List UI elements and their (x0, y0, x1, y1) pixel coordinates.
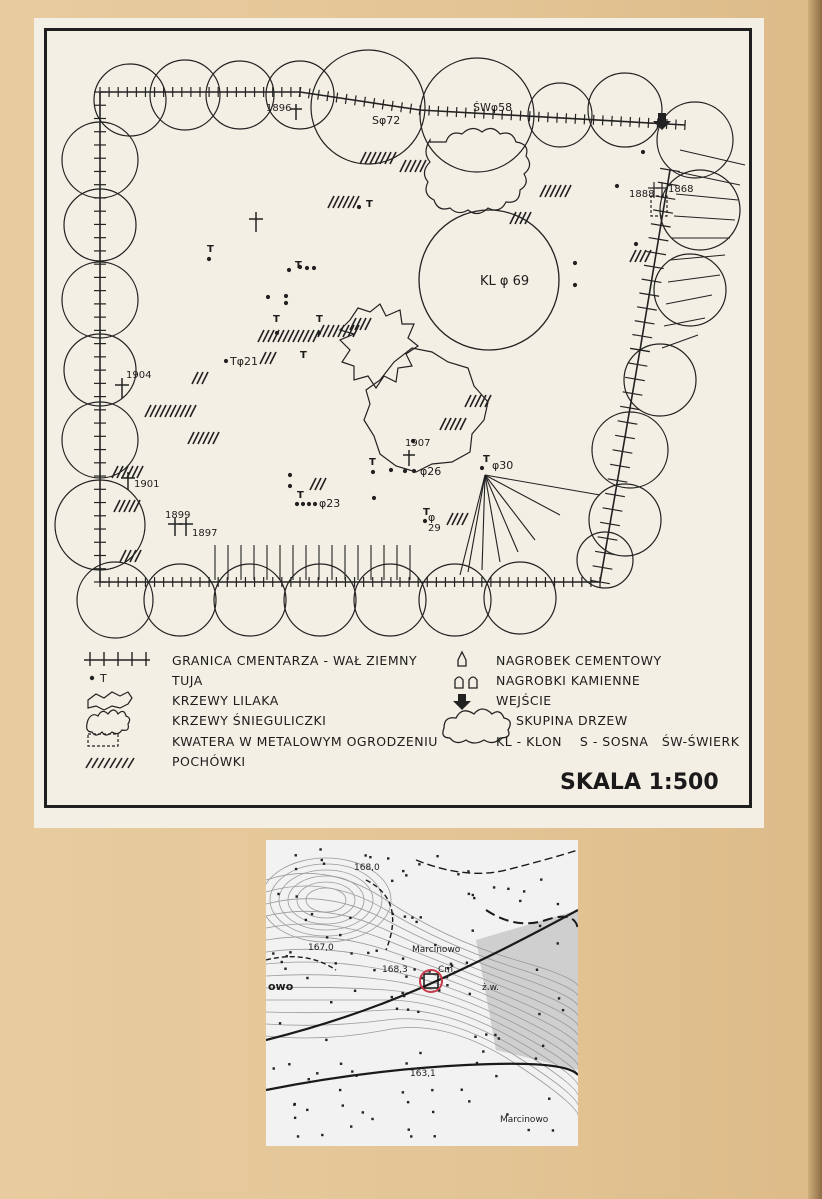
inset-building (557, 903, 559, 905)
grave-marker-dot (224, 359, 228, 363)
inset-building (407, 1008, 409, 1010)
inset-building (326, 936, 328, 938)
boundary-tick (639, 117, 640, 127)
inset-label-167: 167,0 (308, 943, 334, 953)
inset-building (420, 916, 422, 918)
entrance-ray (668, 275, 720, 282)
boundary-tick (685, 120, 686, 130)
inset-building (401, 992, 403, 994)
inset-building (418, 863, 420, 865)
inset-building (446, 984, 448, 986)
legend-item-cement-tomb: NAGROBEK CEMENTOWY (496, 653, 662, 668)
inset-building (495, 1075, 497, 1077)
grave-marker-dot (423, 519, 427, 523)
grave-marker-dot (357, 205, 361, 209)
boundary-tick (456, 107, 457, 117)
grave-marker-dot (266, 295, 270, 299)
inset-building (288, 1063, 290, 1065)
pine-tree-circle (311, 50, 425, 164)
boundary-tick (539, 112, 540, 122)
inset-building (296, 895, 298, 897)
svg-text:T: T (295, 260, 302, 271)
entrance-ray (666, 295, 712, 304)
inset-building (469, 993, 471, 995)
grave-marker-dot (313, 502, 317, 506)
inset-building (293, 1104, 295, 1106)
inset-building (391, 996, 393, 998)
boundary-tick (318, 90, 319, 100)
label-1904: 1904 (126, 370, 152, 381)
label-t21: Tφ21 (230, 355, 258, 368)
boundary-tick (410, 104, 411, 114)
inset-building (461, 1089, 463, 1091)
inset-building (498, 1037, 500, 1039)
inset-building (457, 873, 459, 875)
inset-building (562, 1009, 564, 1011)
inset-building (557, 942, 559, 944)
inset-building (295, 868, 297, 870)
inset-building (407, 1101, 409, 1103)
boundary-tick (584, 114, 585, 124)
inset-building (279, 1022, 281, 1024)
label-1907: 1907 (405, 438, 431, 449)
boundary-tick (593, 115, 594, 125)
inset-label-zw: ż.w. (482, 983, 499, 993)
inset-building (391, 880, 393, 882)
boundary-tick (382, 100, 383, 110)
entrance-ray (485, 475, 535, 540)
inset-building (376, 950, 378, 952)
inset-building (306, 977, 308, 979)
inset-building (305, 919, 307, 921)
inset-building (402, 957, 404, 959)
entrance-ray (674, 216, 735, 220)
plan-labels (126, 101, 693, 539)
entrance-rays (460, 150, 745, 575)
legend-thuja-symbol (90, 672, 107, 685)
inset-building (419, 1052, 421, 1054)
boundary-tick (327, 91, 328, 101)
tree-circle (657, 102, 733, 178)
inset-building (410, 1135, 412, 1137)
inset-building (373, 969, 375, 971)
label-1899: 1899 (165, 510, 191, 521)
inset-building (340, 1063, 342, 1065)
label-1896: 1896 (266, 103, 292, 114)
inset-building (402, 1091, 404, 1093)
boundary-tick (438, 106, 439, 116)
grave-marker-dot (641, 150, 645, 154)
inset-building (482, 1050, 484, 1052)
entrance-ray (485, 475, 600, 495)
label-t29: φ (428, 511, 436, 524)
legend-item-snowberry: KRZEWY ŚNIEGULICZKI (172, 713, 327, 728)
inset-building (323, 863, 325, 865)
inset-building (536, 969, 538, 971)
grave-marker-dot (634, 242, 638, 246)
inset-building (473, 897, 475, 899)
boundary-tick (392, 101, 393, 111)
legend-entrance-icon (453, 694, 471, 710)
scale-label: SKALA 1:500 (560, 770, 719, 795)
boundary-tick (676, 119, 677, 129)
boundary-tick (621, 116, 622, 126)
boundary-tick (630, 117, 631, 127)
inset-building (494, 1034, 496, 1036)
inset-building (387, 857, 389, 859)
label-1868: 1868 (668, 184, 694, 195)
inset-building (325, 1039, 327, 1041)
inset-building (306, 1109, 308, 1111)
inset-topo-svg (266, 840, 578, 1146)
boundary-tick (529, 111, 530, 121)
entrance-ray (460, 475, 485, 575)
label-t30: φ30 (492, 459, 514, 472)
inset-building (319, 848, 321, 850)
legend-snowberry-symbol (87, 710, 130, 735)
inset-building (413, 968, 415, 970)
inset-building (539, 925, 541, 927)
legend-item-tree-group: SKUPINA DRZEW (516, 713, 628, 728)
inset-building (535, 1057, 537, 1059)
legend-item-boundary: GRANICA CMENTARZA - WAŁ ZIEMNY (172, 653, 418, 668)
legend (84, 652, 740, 769)
inset-building (391, 913, 393, 915)
inset-building (272, 952, 274, 954)
legend-item-fence-plot: KWATERA W METALOWYM OGRODZENIU (172, 734, 438, 749)
inset-building (316, 1072, 318, 1074)
inset-building (432, 1111, 434, 1113)
entrance-ray (485, 475, 500, 562)
grave-marker-dot (317, 331, 321, 335)
inset-building (369, 856, 371, 858)
inset-building (402, 870, 404, 872)
inset-building (330, 1001, 332, 1003)
inset-building (542, 1045, 544, 1047)
inset-building (351, 1070, 353, 1072)
entrance-ray (680, 150, 745, 165)
grave-marker-dot (284, 301, 288, 305)
tree-circle (77, 562, 153, 638)
tree-circle (588, 73, 662, 147)
inset-building (281, 961, 283, 963)
grave-marker-dot (295, 502, 299, 506)
inset-label-owo: owo (268, 980, 294, 993)
inset-label-163: 163,1 (410, 1069, 436, 1079)
legend-item-stone-tombs: NAGROBKI KAMIENNE (496, 673, 641, 688)
inset-label-cm: Cm. (438, 965, 456, 975)
inset-building (321, 859, 323, 861)
boundary-tick (520, 111, 521, 121)
inset-building (294, 1117, 296, 1119)
grave-marker-dot (288, 473, 292, 477)
inset-building (339, 934, 341, 936)
inset-building (468, 1100, 470, 1102)
inset-building (405, 1062, 407, 1064)
boundary-tick (648, 118, 649, 128)
inset-building (405, 975, 407, 977)
tree-circle (577, 532, 633, 588)
svg-text:T: T (366, 199, 373, 210)
legend-cement-tomb-icon (458, 652, 466, 666)
tree-circle (654, 254, 726, 326)
grave-marker-dot (573, 261, 577, 265)
label-t29-num: 29 (428, 523, 441, 534)
grave-marker-dot (389, 468, 393, 472)
label-sw58: ŚWφ58 (473, 101, 513, 114)
grave-marker-dot (615, 184, 619, 188)
inset-label-marcinowo-top: Marcinowo (412, 945, 461, 955)
boundary-tick (364, 97, 365, 107)
grave-marker-dot (284, 294, 288, 298)
inset-building (342, 1104, 344, 1106)
boundary-tick (575, 114, 576, 124)
lilac-shrub (364, 348, 488, 472)
inset-building (284, 968, 286, 970)
label-s72: Sφ72 (372, 114, 401, 127)
svg-text:T: T (297, 490, 304, 501)
inset-building (362, 1111, 364, 1113)
inset-building (371, 1118, 373, 1120)
inset-building (415, 921, 417, 923)
grave-marker-dot (275, 331, 279, 335)
inset-building (446, 976, 448, 978)
inset-label-marcinowo-bottom: Marcinowo (500, 1115, 549, 1125)
inset-building (476, 1062, 478, 1064)
inset-building (436, 855, 438, 857)
location-inset-map (266, 840, 578, 1146)
grave-marker-dot (480, 466, 484, 470)
boundary-tick (612, 116, 613, 126)
grave-marker-dot (312, 266, 316, 270)
tree-circle (214, 564, 286, 636)
inset-building (548, 1098, 550, 1100)
legend-burial-symbol (86, 758, 134, 768)
boundary-tick (355, 95, 356, 105)
lilac-shrub (340, 304, 418, 388)
boundary-tick (308, 88, 309, 98)
tree-circle (144, 564, 216, 636)
inset-building (468, 893, 470, 895)
inset-building (297, 1135, 299, 1137)
inset-building (431, 1089, 433, 1091)
grave-marker-dot (403, 469, 407, 473)
grave-marker-dot (288, 484, 292, 488)
legend-lilac-symbol (88, 692, 132, 710)
boundary-tick (465, 108, 466, 118)
grave-marker-dot (301, 502, 305, 506)
grave-marker-dot (371, 470, 375, 474)
inset-building (350, 952, 352, 954)
inset-building (507, 888, 509, 890)
grave-marker-dot (307, 502, 311, 506)
inset-building (396, 1008, 398, 1010)
label-1897: 1897 (192, 528, 218, 539)
inset-building (289, 951, 291, 953)
inset-building (523, 890, 525, 892)
inset-building (354, 990, 356, 992)
inset-building (474, 1036, 476, 1038)
entrance-arrow-icon (653, 113, 671, 130)
inset-building (434, 1135, 436, 1137)
entrance-ray (662, 335, 698, 348)
legend-thuja-letter: T (100, 672, 107, 685)
svg-text:T: T (423, 507, 430, 518)
boundary-tick (566, 113, 567, 123)
inset-building (367, 952, 369, 954)
inset-building (540, 878, 542, 880)
boundary-tick (429, 106, 430, 116)
entrance-ray (485, 475, 518, 552)
label-1888: 1888 (629, 189, 655, 200)
inset-label-168: 168,0 (354, 863, 380, 873)
inset-building (538, 1013, 540, 1015)
inset-building (552, 1129, 554, 1131)
boundary-tick (336, 93, 337, 103)
svg-text:T: T (316, 314, 323, 325)
inset-building (355, 1075, 357, 1077)
svg-text:T: T (300, 350, 307, 361)
snowberry-shrub (424, 128, 529, 213)
boundary-tick (401, 102, 402, 112)
svg-text:T: T (483, 454, 490, 465)
label-t26: φ26 (420, 465, 442, 478)
inset-building (405, 874, 407, 876)
boundary-tick (557, 113, 558, 123)
inset-building (349, 917, 351, 919)
legend-item-thuja: TUJA (172, 673, 203, 688)
boundary-tick (447, 107, 448, 117)
tree-circle (354, 564, 426, 636)
boundary-line-right (600, 170, 670, 582)
inset-building (403, 995, 405, 997)
svg-text:T: T (369, 457, 376, 468)
legend-fence-symbol (88, 734, 118, 746)
grave-marker-dot (573, 283, 577, 287)
svg-text:T: T (207, 244, 214, 255)
inset-building (364, 854, 366, 856)
grave-marker-dot (412, 469, 416, 473)
label-1901: 1901 (134, 479, 160, 490)
inset-building (295, 854, 297, 856)
inset-building (558, 997, 560, 999)
inset-building (467, 870, 469, 872)
inset-building (485, 1033, 487, 1035)
tree-circle (94, 64, 166, 136)
inset-building (493, 886, 495, 888)
legend-item-lilac: KRZEWY LILAKA (172, 693, 279, 708)
inset-building (528, 1129, 530, 1131)
inset-building (350, 1125, 352, 1127)
inset-building (472, 929, 474, 931)
inset-label-168-3: 168,3 (382, 965, 408, 975)
grave-marker-dot (305, 266, 309, 270)
legend-boundary-symbol (84, 652, 150, 666)
tree-circle (419, 564, 491, 636)
inset-building (472, 894, 474, 896)
inset-building (311, 913, 313, 915)
inset-building (277, 893, 279, 895)
boundary-tick (345, 94, 346, 104)
legend-item-burials: POCHÓWKI (172, 754, 246, 769)
inset-building (339, 1089, 341, 1091)
inset-building (411, 916, 413, 918)
inset-building (321, 1134, 323, 1136)
label-t23: φ23 (319, 497, 341, 510)
grave-marker-dot (287, 268, 291, 272)
inset-building (308, 1078, 310, 1080)
legend-stone-tomb-icon (455, 677, 477, 688)
burial-hatches (112, 152, 651, 562)
boundary-tick (373, 98, 374, 108)
tree-circle (484, 562, 556, 634)
boundary-tick (548, 112, 549, 122)
inset-building (519, 900, 521, 902)
inset-building (466, 962, 468, 964)
boundary-tick (602, 115, 603, 125)
grave-marker-dot (372, 496, 376, 500)
inset-building (408, 1128, 410, 1130)
inset-building (404, 915, 406, 917)
inset-building (273, 1067, 275, 1069)
inset-building (335, 962, 337, 964)
grave-marker-dot (207, 257, 211, 261)
inset-building (417, 1011, 419, 1013)
svg-text:T: T (273, 314, 280, 325)
label-kl69: KL φ 69 (480, 274, 530, 289)
legend-item-entrance: WEJŚCIE (496, 693, 552, 708)
inset-building (286, 955, 288, 957)
tree-circle (528, 83, 592, 147)
legend-item-species-key: KL - KLON S - SOSNA ŚW-ŚWIERK (496, 734, 740, 749)
